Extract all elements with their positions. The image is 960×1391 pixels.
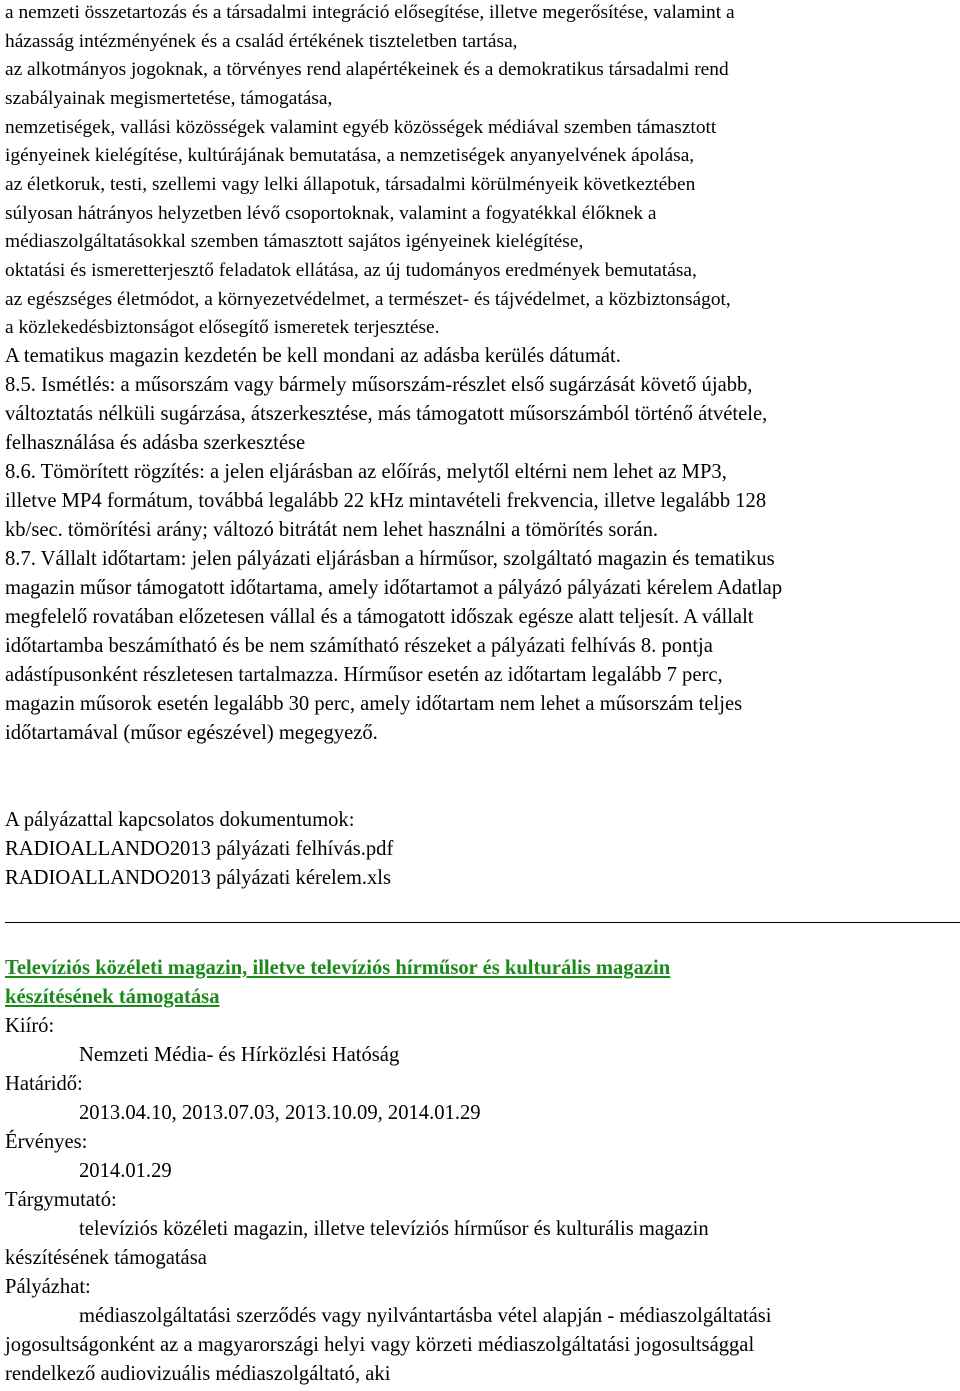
body-line: a nemzeti összetartozás és a társadalmi integráció elősegítése, illetve megerősítése, valamint a: [5, 2, 735, 23]
body-line: médiaszolgáltatásokkal szemben támasztott sajátos igényeinek kielégítése,: [5, 231, 584, 252]
body-line: igényeinek kielégítése, kultúrájának bemutatása, a nemzetiségek anyanyelvének ápolása,: [5, 145, 695, 166]
body-line: 8.5. Ismétlés: a műsorszám vagy bármely műsorszám-részlet első sugárzását követő újabb,: [5, 374, 753, 396]
body-line: magazin műsor támogatott időtartama, amely időtartamot a pályázó pályázati kérelem Adatlap: [5, 577, 783, 599]
deadline-value: 2013.04.10, 2013.07.03, 2013.10.09, 2014.01.29: [79, 1102, 481, 1124]
body-line: magazin műsorok esetén legalább 30 perc, amely időtartam nem lehet a műsorszám teljes: [5, 693, 743, 715]
issuer-value: Nemzeti Média- és Hírközlési Hatóság: [79, 1044, 400, 1066]
body-line: kb/sec. tömörítési arány; változó bitrátát nem lehet használni a tömörítés során.: [5, 519, 659, 541]
tender-title-link[interactable]: Televíziós közéleti magazin, illetve televíziós hírműsor és kulturális magazin: [5, 957, 671, 979]
body-line: 8.7. Vállalt időtartam: jelen pályázati eljárásban a hírműsor, szolgáltató magazin és tematikus: [5, 548, 775, 570]
body-line: szabályainak megismertetése, támogatása,: [5, 88, 333, 109]
body-line: az alkotmányos jogoknak, a törvényes rend alapértékeinek és a demokratikus társadalmi rend: [5, 59, 729, 80]
body-line: A tematikus magazin kezdetén be kell mondani az adásba kerülés dátumát.: [5, 345, 621, 367]
deadline-label: Határidő:: [5, 1073, 83, 1095]
body-line: a közlekedésbiztonságot elősegítő ismeretek terjesztése.: [5, 317, 440, 338]
body-line: nemzetiségek, vallási közösségek valamint egyéb közösségek médiával szemben támasztott: [5, 117, 717, 138]
eligible-value: jogosultságonként az a magyarországi helyi vagy körzeti médiaszolgáltatási jogosultsággal: [5, 1334, 755, 1356]
body-line: időtartamba beszámítható és be nem számítható részeket a pályázati felhívás 8. pontja: [5, 635, 713, 657]
eligible-value: rendelkező audiovizuális médiaszolgáltató, aki: [5, 1363, 391, 1385]
valid-value: 2014.01.29: [79, 1160, 172, 1182]
eligible-value: médiaszolgáltatási szerződés vagy nyilvántartásba vétel alapján - médiaszolgáltatási: [79, 1305, 772, 1327]
document-file-link[interactable]: RADIOALLANDO2013 pályázati kérelem.xls: [5, 867, 392, 889]
documents-heading: A pályázattal kapcsolatos dokumentumok:: [5, 809, 355, 831]
valid-label: Érvényes:: [5, 1131, 88, 1153]
document-file-link[interactable]: RADIOALLANDO2013 pályázati felhívás.pdf: [5, 838, 394, 860]
issuer-label: Kiíró:: [5, 1015, 55, 1037]
body-line: változtatás nélküli sugárzása, átszerkesztése, más támogatott műsorszámból történő átvétele,: [5, 403, 768, 425]
tender-title-link[interactable]: készítésének támogatása: [5, 986, 220, 1008]
body-line: oktatási és ismeretterjesztő feladatok ellátása, az új tudományos eredmények bemutatása,: [5, 260, 697, 281]
eligible-label: Pályázhat:: [5, 1276, 91, 1298]
subject-value: készítésének támogatása: [5, 1247, 207, 1269]
body-line: felhasználása és adásba szerkesztése: [5, 432, 306, 454]
body-line: az egészséges életmódot, a környezetvédelmet, a természet- és tájvédelmet, a közbiztonságot,: [5, 289, 731, 310]
body-line: 8.6. Tömörített rögzítés: a jelen eljárásban az előírás, melytől eltérni nem lehet az MP3,: [5, 461, 727, 483]
body-line: adástípusonként részletesen tartalmazza. Hírműsor esetén az időtartam legalább 7 perc,: [5, 664, 723, 686]
body-line: időtartamával (műsor egészével) megegyező.: [5, 722, 378, 744]
subject-value: televíziós közéleti magazin, illetve televíziós hírműsor és kulturális magazin: [79, 1218, 709, 1240]
body-line: megfelelő rovatában előzetesen vállal és a támogatott időszak egésze alatt teljesít. A vállalt: [5, 606, 754, 628]
subject-label: Tárgymutató:: [5, 1189, 117, 1211]
section-divider: [5, 922, 960, 923]
body-line: súlyosan hátrányos helyzetben lévő csoportoknak, valamint a fogyatékkal élőknek a: [5, 203, 657, 224]
body-line: házasság intézményének és a család értékének tiszteletben tartása,: [5, 31, 518, 52]
body-line: illetve MP4 formátum, továbbá legalább 22 kHz mintavételi frekvencia, illetve legalább 128: [5, 490, 767, 512]
body-line: az életkoruk, testi, szellemi vagy lelki állapotuk, társadalmi körülményeik következtében: [5, 174, 696, 195]
